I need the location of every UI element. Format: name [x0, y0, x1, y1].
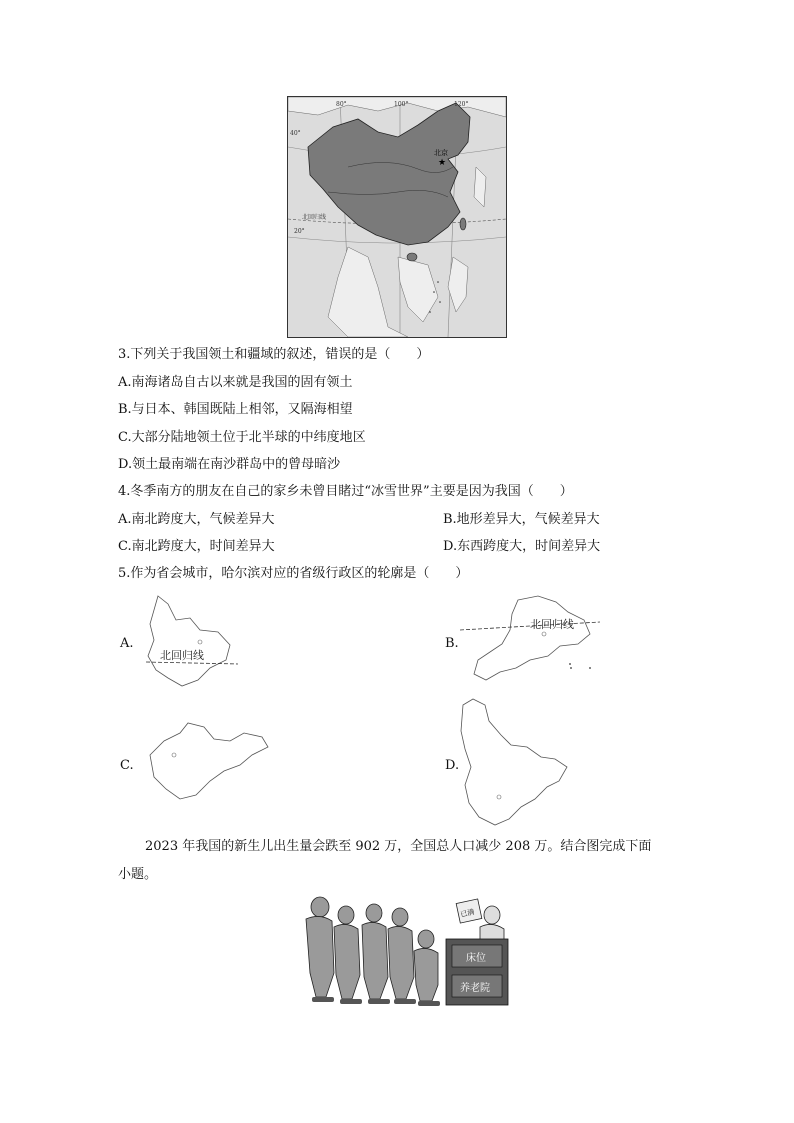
cartoon-sign-bed: 床位: [466, 953, 486, 964]
q3-option-a[interactable]: A.南海诸岛自古以来就是我国的固有领土: [118, 375, 353, 390]
cartoon-graphic: [286, 893, 510, 1009]
beijing-star-icon: ★: [438, 158, 447, 168]
q4-option-d[interactable]: D.东西跨度大，时间差异大: [443, 539, 601, 554]
q5-b-tropic-label: 北回归线: [530, 618, 574, 631]
q4-option-c[interactable]: C.南北跨度大，时间差异大: [118, 539, 275, 554]
label-lat40: 40°: [290, 130, 301, 137]
q5-stem: 5.作为省会城市，哈尔滨对应的省级行政区的轮廓是（ ）: [118, 566, 469, 581]
cartoon-sign-full: 已满: [459, 908, 476, 919]
label-lon80: 80°: [336, 101, 347, 108]
q5-option-b-label[interactable]: B.: [445, 636, 459, 651]
q3-option-d[interactable]: D.领土最南端在南沙群岛中的曾母暗沙: [118, 457, 341, 472]
q5-option-b-outline[interactable]: [460, 590, 610, 690]
q3-option-b[interactable]: B.与日本、韩国既陆上相邻，又隔海相望: [118, 402, 353, 417]
label-beijing: 北京: [434, 149, 448, 157]
passage-line-1: 2023 年我国的新生儿出生量会跌至 902 万，全国总人口减少 208 万。结合图完成下面: [145, 839, 652, 854]
q5-option-c-outline[interactable]: [140, 715, 275, 805]
aging-population-cartoon: [286, 893, 510, 1009]
q5-option-a-label[interactable]: A.: [120, 636, 134, 651]
passage-line-2: 小题。: [118, 867, 158, 882]
q4-option-b[interactable]: B.地形差异大，气候差异大: [443, 512, 600, 527]
label-lon100: 100°: [394, 101, 409, 108]
label-lat20: 20°: [294, 228, 305, 235]
q5-a-tropic-label: 北回归线: [160, 649, 204, 662]
q5-option-d-outline[interactable]: [455, 695, 575, 830]
label-tropic: 北回归线: [302, 214, 327, 221]
q5-option-c-label[interactable]: C.: [120, 758, 134, 773]
china-map: [287, 96, 507, 338]
cartoon-sign-home: 养老院: [460, 983, 490, 994]
q4-option-a[interactable]: A.南北跨度大，气候差异大: [118, 512, 275, 527]
label-lon120: 120°: [454, 101, 469, 108]
q3-option-c[interactable]: C.大部分陆地领土位于北半球的中纬度地区: [118, 430, 366, 445]
china-map-graphic: [288, 97, 506, 337]
q3-stem: 3.下列关于我国领土和疆域的叙述，错误的是（ ）: [118, 347, 430, 362]
q5-option-a-outline[interactable]: [138, 590, 248, 690]
q4-stem: 4.冬季南方的朋友在自己的家乡未曾目睹过“冰雪世界”主要是因为我国（ ）: [118, 484, 573, 499]
q5-option-d-label[interactable]: D.: [445, 758, 460, 773]
